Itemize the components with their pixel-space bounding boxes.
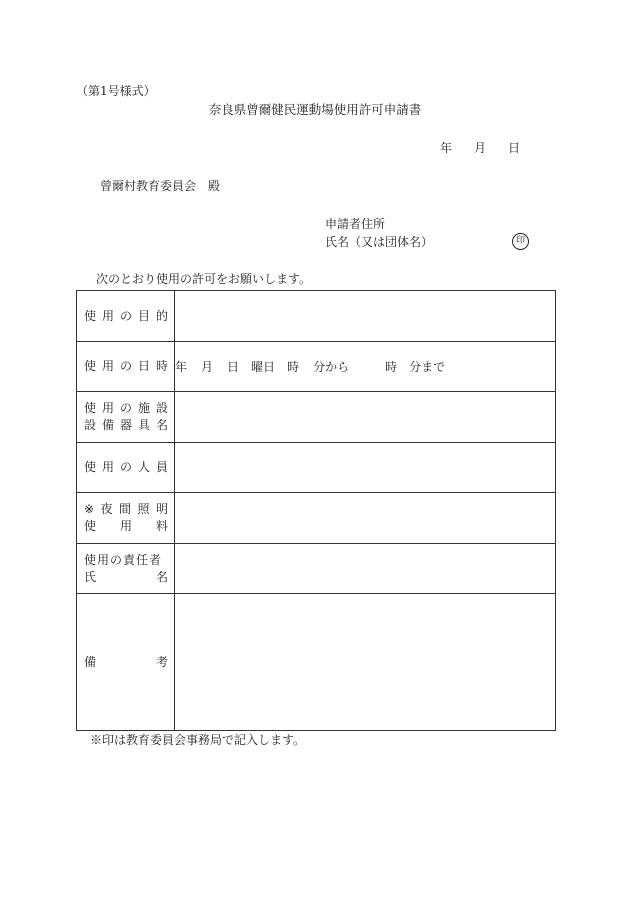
dt-hour-end: 時 xyxy=(385,360,398,374)
row-remarks xyxy=(77,594,556,731)
row-datetime xyxy=(77,342,556,392)
value-facility[interactable] xyxy=(175,392,556,443)
footnote: ※印は教育委員会事務局で記入します。 xyxy=(90,733,306,747)
value-lighting[interactable] xyxy=(175,493,556,544)
label-purpose: 使 用 の 目 的 xyxy=(77,291,175,342)
value-responsible[interactable] xyxy=(175,544,556,594)
applicant-name-label: 氏名（又は団体名） xyxy=(325,235,434,249)
applicant-address-label: 申請者住所 xyxy=(325,217,386,231)
intro-text: 次のとおり使用の許可をお願いします。 xyxy=(96,272,312,286)
label-responsible: 使用の責任者 氏 名 xyxy=(77,544,175,594)
date-line xyxy=(440,142,520,154)
dt-year: 年 xyxy=(175,360,188,374)
dt-day: 日 xyxy=(227,360,240,374)
seal-mark: 印 xyxy=(512,233,529,250)
dt-month: 月 xyxy=(201,360,214,374)
dt-weekday: 曜日 xyxy=(251,360,276,374)
row-purpose xyxy=(77,291,556,342)
application-form-table xyxy=(76,290,556,731)
date-day-label: 日 xyxy=(508,141,521,155)
dt-hour-start: 時 xyxy=(287,360,300,374)
row-facility xyxy=(77,392,556,443)
label-facility: 使 用 の 施 設 設 備 器 具 名 xyxy=(77,392,175,443)
value-remarks[interactable] xyxy=(175,594,556,731)
value-purpose[interactable] xyxy=(175,291,556,342)
label-lighting: ※ 夜 間 照 明 使 用 料 xyxy=(77,493,175,544)
row-lighting xyxy=(77,493,556,544)
dt-minute-end: 分まで xyxy=(409,360,446,374)
dt-minute-start: 分から xyxy=(313,360,350,374)
value-datetime[interactable] xyxy=(175,342,556,392)
date-year-label: 年 xyxy=(440,141,453,155)
form-number: （第1号様式） xyxy=(76,84,156,98)
value-people[interactable] xyxy=(175,443,556,493)
row-responsible xyxy=(77,544,556,594)
row-people xyxy=(77,443,556,493)
date-month-label: 月 xyxy=(474,141,487,155)
document-title: 奈良県曾爾健民運動場使用許可申請書 xyxy=(208,102,422,117)
label-people: 使 用 の 人 員 xyxy=(77,443,175,493)
addressee: 曾爾村教育委員会 殿 xyxy=(100,179,221,193)
label-remarks: 備 考 xyxy=(77,594,175,731)
label-datetime: 使 用 の 日 時 xyxy=(77,342,175,392)
